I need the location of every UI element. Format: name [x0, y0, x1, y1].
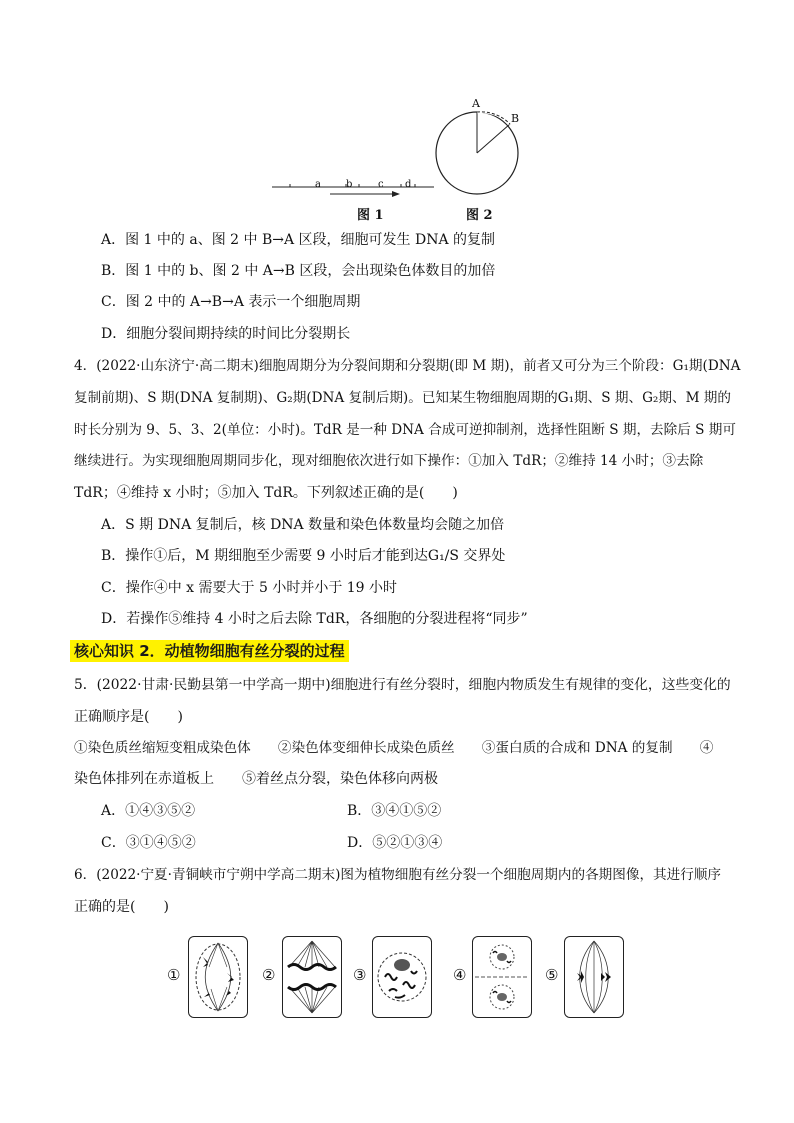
phase-2-drawing: [283, 937, 341, 1017]
q3-option-c: C．图 2 中的 A→B→A 表示一个细胞周期: [101, 294, 361, 310]
phase-cell-5: [564, 936, 624, 1018]
phase-label-4: ④: [453, 966, 467, 984]
q3-option-d: D．细胞分裂间期持续的时间比分裂期长: [101, 326, 351, 342]
phase-4-drawing: [473, 937, 531, 1017]
fig2-point-b: B: [511, 112, 520, 125]
phase-5-drawing: [565, 937, 623, 1017]
section-banner: 核心知识 2．动植物细胞有丝分裂的过程: [70, 640, 349, 662]
q4-stem-line-5: TdR；④维持 x 小时；⑤加入 TdR。下列叙述正确的是( ): [74, 485, 458, 501]
phase-1-drawing: [189, 937, 247, 1017]
fig1-label-d: d: [405, 179, 412, 190]
q5-option-d: D．⑤②①③④: [347, 835, 443, 851]
fig1-label-b: b: [346, 179, 353, 190]
q4-stem-line-2: 复制前期)、S 期(DNA 复制期)、G₂期(DNA 复制后期)。已知某生物细胞周期的G₁期、S 期、G₂期、M 期的: [74, 390, 731, 406]
phase-cell-4: [472, 936, 532, 1018]
q5-option-b: B．③④①⑤②: [347, 803, 442, 819]
phase-label-2: ②: [262, 966, 276, 984]
q5-items-line-2: 染色体排列在赤道板上 ⑤着丝点分裂，染色体移向两极: [74, 771, 438, 787]
fig1-label-c: c: [378, 179, 384, 190]
phase-3-drawing: [373, 937, 431, 1017]
phase-cell-2: [282, 936, 342, 1018]
fig1-caption: 图 1: [357, 208, 384, 223]
q5-stem-line-2: 正确顺序是( ): [74, 709, 183, 725]
q6-stem-line-1: 6．(2022·宁夏·青铜峡市宁朔中学高二期末)图为植物细胞有丝分裂一个细胞周期内的各期图像，其进行顺序: [74, 867, 722, 883]
fig1-label-a: a: [315, 179, 321, 190]
q4-stem-line-1: 4．(2022·山东济宁·高二期末)细胞周期分为分裂间期和分裂期(即 M 期)，前者又可分为三个阶段：G₁期(DNA: [74, 358, 741, 374]
q5-items-line-1: ①染色质丝缩短变粗成染色体 ②染色体变细伸长成染色质丝 ③蛋白质的合成和 DNA 的复制 ④: [74, 740, 714, 756]
q4-option-d: D．若操作⑤维持 4 小时之后去除 TdR，各细胞的分裂进程将“同步”: [101, 611, 528, 627]
q5-stem-line-1: 5．(2022·甘肃·民勤县第一中学高一期中)细胞进行有丝分裂时，细胞内物质发生有规律的变化，这些变化的: [74, 677, 731, 693]
q4-option-a: A．S 期 DNA 复制后，核 DNA 数量和染色体数量均会随之加倍: [101, 517, 505, 533]
figure-1-timeline: [270, 170, 440, 200]
q4-stem-line-3: 时长分别为 9、5、3、2(单位：小时)。TdR 是一种 DNA 合成可逆抑制剂，选择性阻断 S 期，去除后 S 期可: [74, 422, 736, 438]
fig2-caption: 图 2: [466, 208, 493, 223]
q5-option-c: C．③①④⑤②: [101, 835, 196, 851]
phase-cell-1: [188, 936, 248, 1018]
phase-cell-3: [372, 936, 432, 1018]
q4-option-c: C．操作④中 x 需要大于 5 小时并小于 19 小时: [101, 580, 398, 596]
phase-label-1: ①: [167, 966, 181, 984]
q4-stem-line-4: 继续进行。为实现细胞周期同步化，现对细胞依次进行如下操作：①加入 TdR；②维持 14 小时；③去除: [74, 453, 704, 469]
fig2-point-a: A: [472, 97, 480, 110]
phase-label-5: ⑤: [545, 966, 559, 984]
q6-stem-line-2: 正确的是( ): [74, 899, 169, 915]
q5-option-a: A．①④③⑤②: [101, 803, 196, 819]
q4-option-b: B．操作①后，M 期细胞至少需要 9 小时后才能到达G₁/S 交界处: [101, 548, 506, 564]
phase-label-3: ③: [353, 966, 367, 984]
q3-option-b: B．图 1 中的 b、图 2 中 A→B 区段，会出现染色体数目的加倍: [101, 263, 496, 279]
q3-option-a: A．图 1 中的 a、图 2 中 B→A 区段，细胞可发生 DNA 的复制: [101, 232, 496, 248]
